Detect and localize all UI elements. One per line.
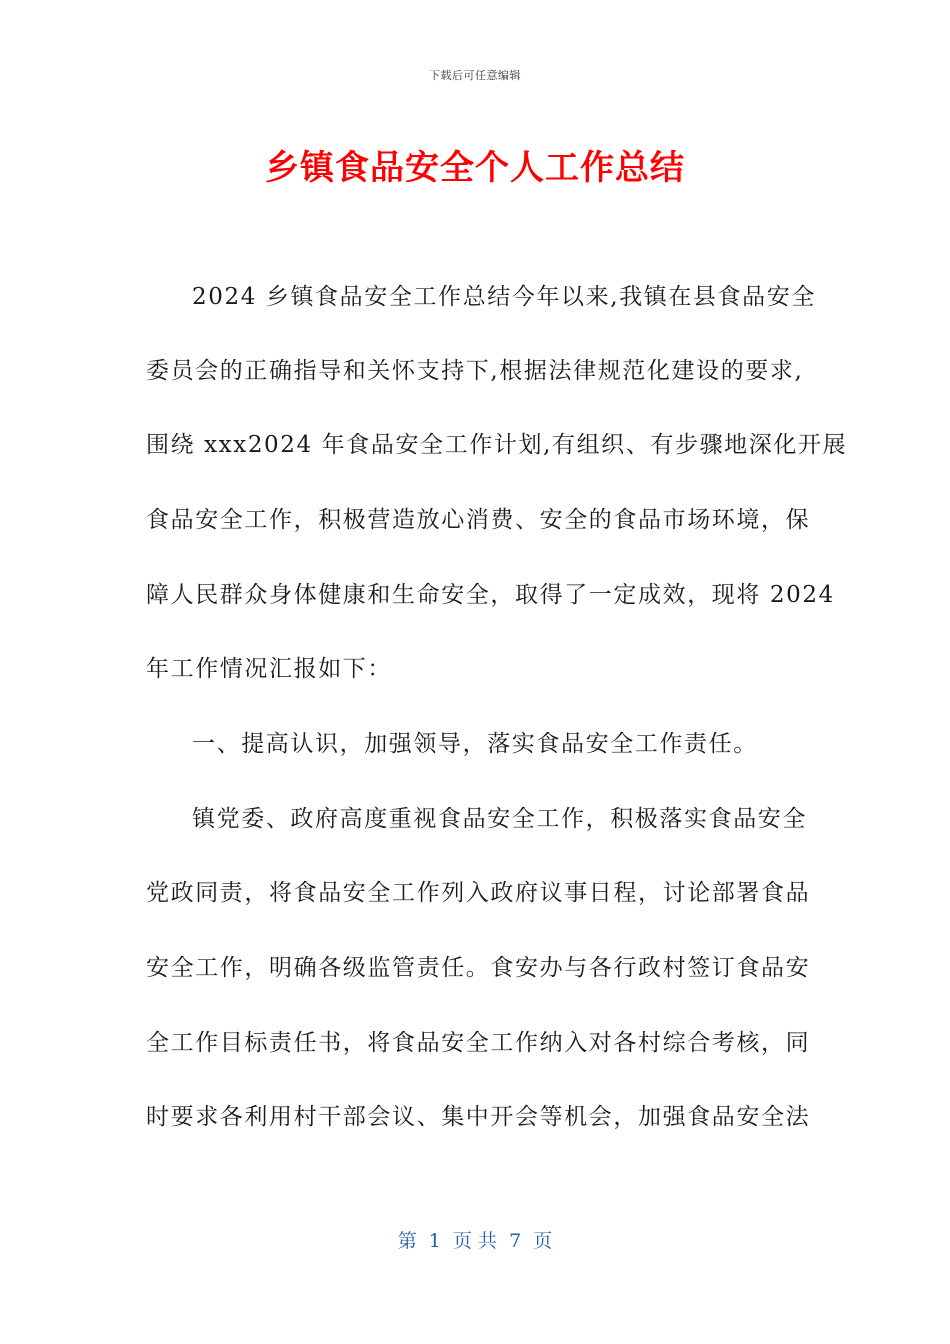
document-title: 乡镇食品安全个人工作总结 [265, 148, 685, 188]
paragraph-line: 障人民群众身体健康和生命安全，取得了一定成效，现将 2024 [146, 582, 835, 608]
paragraph-line: 安全工作，明确各级监管责任。食安办与各行政村签订食品安 [146, 955, 811, 981]
paragraph-line: 时要求各利用村干部会议、集中开会等机会，加强食品安全法 [146, 1104, 811, 1130]
paragraph-line: 年工作情况汇报如下： [146, 656, 392, 682]
paragraph-line: 党政同责，将食品安全工作列入政府议事日程，讨论部署食品 [146, 880, 811, 906]
paragraph-line: 食品安全工作，积极营造放心消费、安全的食品市场环境，保 [146, 507, 811, 533]
paragraph-line: 镇党委、政府高度重视食品安全工作，积极落实食品安全 [192, 806, 807, 832]
paragraph-line: 全工作目标责任书，将食品安全工作纳入对各村综合考核，同 [146, 1030, 811, 1056]
section-heading: 一、提高认识，加强领导，落实食品安全工作责任。 [192, 731, 758, 757]
page-number: 第 1 页 共 7 页 [397, 1230, 553, 1252]
paragraph-line: 围绕 xxx2024 年食品安全工作计划,有组织、有步骤地深化开展 [146, 432, 848, 458]
paragraph-line: 2024 乡镇食品安全工作总结今年以来,我镇在县食品安全 [192, 284, 816, 310]
header-note: 下载后可任意编辑 [429, 69, 521, 82]
paragraph-line: 委员会的正确指导和关怀支持下,根据法律规范化建设的要求, [146, 358, 804, 384]
